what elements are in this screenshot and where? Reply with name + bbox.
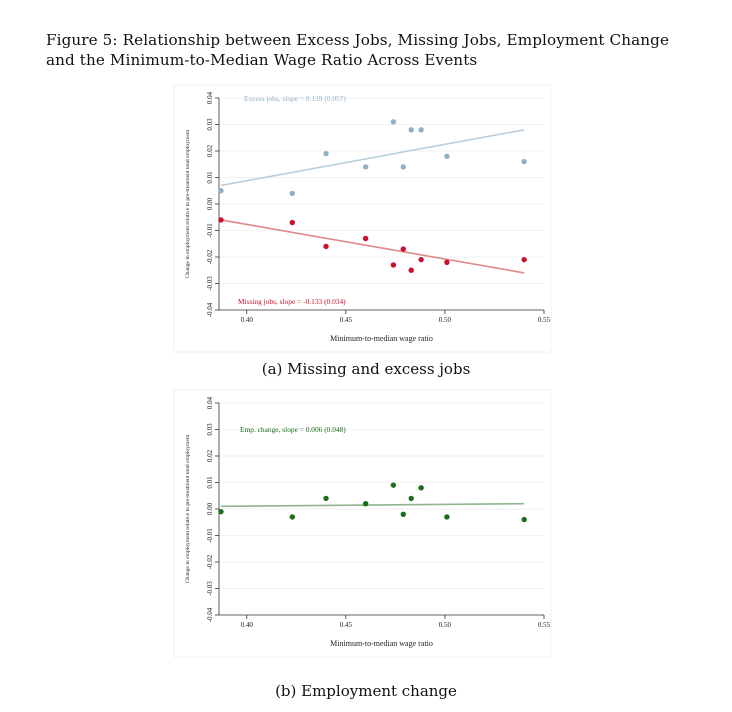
y-axis-title: Change in employment relative to pre-treatment total employment <box>185 129 191 279</box>
emp-change-point <box>391 482 396 487</box>
graph-region <box>174 390 551 657</box>
missing-jobs-point <box>401 246 406 251</box>
y-tick-label: 0.02 <box>206 449 214 463</box>
emp-change-point <box>290 514 295 519</box>
y-tick-label: -0.01 <box>206 223 214 238</box>
figure-caption: Figure 5: Relationship between Excess Jobs, Missing Jobs, Employment Change and the Minimum-to-Median Wage Ratio Across Events <box>46 31 670 69</box>
y-tick-label: -0.02 <box>206 554 214 570</box>
excess-jobs-point <box>290 191 295 196</box>
excess-jobs-slope-annotation: Excess jobs, slope = 0.139 (0.057) <box>244 94 346 103</box>
emp-change-point <box>409 496 414 501</box>
x-tick-label: 0.55 <box>537 621 551 629</box>
x-axis-title: Minimum-to-median wage ratio <box>330 639 433 648</box>
x-axis-title: Minimum-to-median wage ratio <box>330 334 433 343</box>
missing-jobs-point <box>391 262 396 267</box>
missing-jobs-point <box>521 257 526 262</box>
emp-change-point <box>218 509 223 514</box>
y-tick-label: -0.01 <box>206 528 214 543</box>
excess-jobs-point <box>218 188 223 193</box>
y-tick-label: 0.01 <box>206 476 214 489</box>
excess-jobs-point <box>323 151 328 156</box>
y-tick-label: -0.02 <box>206 249 214 265</box>
x-tick-label: 0.50 <box>438 316 452 324</box>
missing-jobs-slope-annotation: Missing jobs, slope = -0.133 (0.034) <box>238 297 346 306</box>
y-tick-label: 0.04 <box>206 91 214 105</box>
missing-jobs-point <box>418 257 423 262</box>
chart-panel-employment-change <box>0 385 732 665</box>
missing-jobs-point <box>323 244 328 249</box>
missing-jobs-point <box>218 217 223 222</box>
y-tick-label: -0.03 <box>206 276 214 291</box>
x-tick-label: 0.45 <box>339 316 352 324</box>
y-tick-label: 0.01 <box>206 171 214 184</box>
y-axis-title: Change in employment relative to pre-treatment total employment <box>185 434 191 584</box>
excess-jobs-point <box>521 159 526 164</box>
excess-jobs-point <box>363 164 368 169</box>
x-tick-label: 0.40 <box>240 316 253 324</box>
excess-jobs-point <box>401 164 406 169</box>
graph-region <box>174 85 551 352</box>
emp-change-point <box>363 501 368 506</box>
excess-jobs-point <box>444 154 449 159</box>
emp-change-point <box>323 496 328 501</box>
subcaption-employment-change: (b) Employment change <box>275 682 457 700</box>
missing-jobs-point <box>409 268 414 273</box>
emp-change-slope-annotation: Emp. change, slope = 0.006 (0.048) <box>240 425 346 434</box>
y-tick-label: 0.03 <box>206 423 214 436</box>
y-tick-label: 0.00 <box>206 502 214 516</box>
x-tick-label: 0.45 <box>339 621 352 629</box>
emp-change-point <box>444 514 449 519</box>
y-tick-label: 0.02 <box>206 144 214 158</box>
y-tick-label: 0.00 <box>206 197 214 211</box>
missing-jobs-point <box>363 236 368 241</box>
emp-change-point <box>521 517 526 522</box>
x-tick-label: 0.55 <box>537 316 551 324</box>
x-tick-label: 0.50 <box>438 621 452 629</box>
x-tick-label: 0.40 <box>240 621 253 629</box>
subcaption-missing-excess: (a) Missing and excess jobs <box>261 360 471 378</box>
y-tick-label: -0.04 <box>206 607 214 623</box>
emp-change-point <box>418 485 423 490</box>
excess-jobs-point <box>418 127 423 132</box>
excess-jobs-point <box>409 127 414 132</box>
missing-jobs-point <box>444 260 449 265</box>
y-tick-label: -0.04 <box>206 302 214 318</box>
y-tick-label: 0.04 <box>206 396 214 410</box>
y-tick-label: 0.03 <box>206 118 214 131</box>
missing-jobs-point <box>290 220 295 225</box>
chart-panel-missing-excess <box>0 80 732 360</box>
y-tick-label: -0.03 <box>206 581 214 596</box>
emp-change-point <box>401 512 406 517</box>
excess-jobs-point <box>391 119 396 124</box>
